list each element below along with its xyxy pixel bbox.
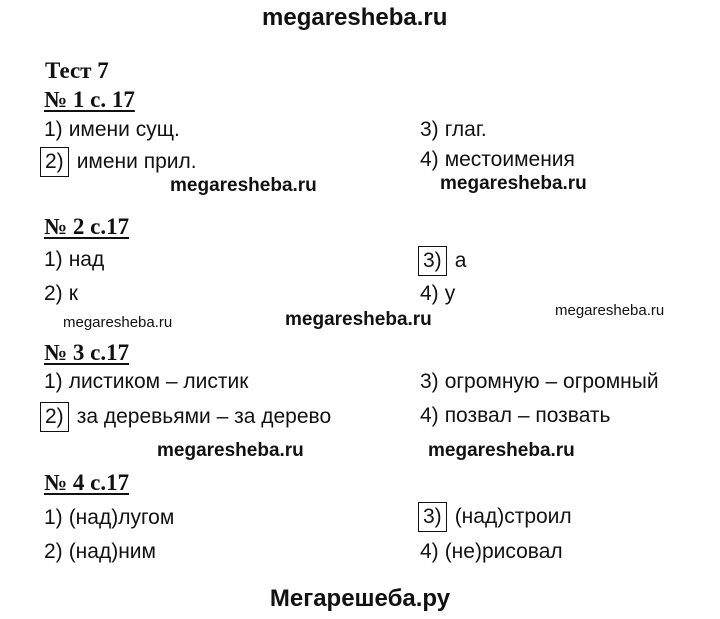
question-1-heading: № 1 с. 17: [44, 87, 135, 112]
watermark: megaresheba.ru: [285, 309, 432, 330]
option-text: (над)лугом: [68, 506, 175, 529]
watermark-top: megaresheba.ru: [262, 4, 448, 31]
option-text: у: [444, 282, 456, 305]
selected-answer-box: 2): [40, 147, 69, 177]
q3-option-3[interactable]: [420, 370, 659, 394]
option-text: огромную – огромный: [444, 370, 659, 393]
question-4-heading: № 4 с.17: [44, 470, 130, 495]
q1-option-1[interactable]: [44, 118, 180, 142]
q1-option-4[interactable]: [420, 148, 575, 172]
question-2-heading: № 2 с.17: [44, 214, 130, 239]
option-number: 4): [420, 148, 439, 171]
q2-option-3-selected[interactable]: [418, 246, 466, 276]
q4-option-2[interactable]: [44, 540, 156, 564]
option-text: а: [454, 249, 467, 272]
option-text: позвал – позвать: [444, 404, 611, 427]
q1-option-3[interactable]: [420, 118, 487, 142]
option-text: (не)рисовал: [444, 540, 563, 563]
option-text: имени прил.: [76, 150, 197, 173]
footer-site-name: Мегарешеба.ру: [269, 585, 451, 612]
selected-answer-box: 3): [418, 246, 447, 276]
option-number: 4): [420, 282, 439, 305]
option-text: (над)ним: [68, 540, 156, 563]
q2-option-4[interactable]: [420, 282, 455, 306]
question-3-heading: № 3 с.17: [44, 340, 130, 365]
selected-answer-box: 2): [40, 402, 69, 432]
option-number: 1): [44, 248, 63, 271]
option-number: 3): [420, 370, 439, 393]
option-number: 1): [44, 118, 63, 141]
option-text: (над)строил: [454, 505, 572, 528]
option-text: листиком – листик: [68, 370, 249, 393]
selected-answer-box: 3): [418, 502, 447, 532]
q4-option-1[interactable]: [44, 506, 174, 530]
option-number: 1): [44, 506, 63, 529]
q4-option-4[interactable]: [420, 540, 563, 564]
q1-option-2-selected[interactable]: [40, 147, 197, 177]
option-text: глаг.: [444, 118, 487, 141]
option-number: 2): [44, 540, 63, 563]
watermark: megaresheba.ru: [440, 173, 587, 194]
option-number: 3): [420, 118, 439, 141]
watermark: megaresheba.ru: [428, 440, 575, 461]
option-number: 1): [44, 370, 63, 393]
option-text: местоимения: [444, 148, 575, 171]
q3-option-2-selected[interactable]: [40, 402, 331, 432]
q2-option-1[interactable]: [44, 248, 104, 272]
q3-option-1[interactable]: [44, 370, 248, 394]
option-number: 4): [420, 540, 439, 563]
option-number: 4): [420, 404, 439, 427]
option-text: за деревьями – за дерево: [76, 405, 332, 428]
option-number: 2): [44, 282, 63, 305]
option-text: над: [68, 248, 105, 271]
q2-option-2[interactable]: [44, 282, 78, 306]
watermark: megaresheba.ru: [555, 302, 665, 319]
option-text: к: [68, 282, 78, 305]
q3-option-4[interactable]: [420, 404, 610, 428]
option-text: имени сущ.: [68, 118, 180, 141]
watermark: megaresheba.ru: [170, 175, 317, 196]
watermark: megaresheba.ru: [63, 314, 173, 331]
test-title: Тест 7: [45, 58, 109, 83]
q4-option-3-selected[interactable]: [418, 502, 572, 532]
watermark: megaresheba.ru: [157, 440, 304, 461]
